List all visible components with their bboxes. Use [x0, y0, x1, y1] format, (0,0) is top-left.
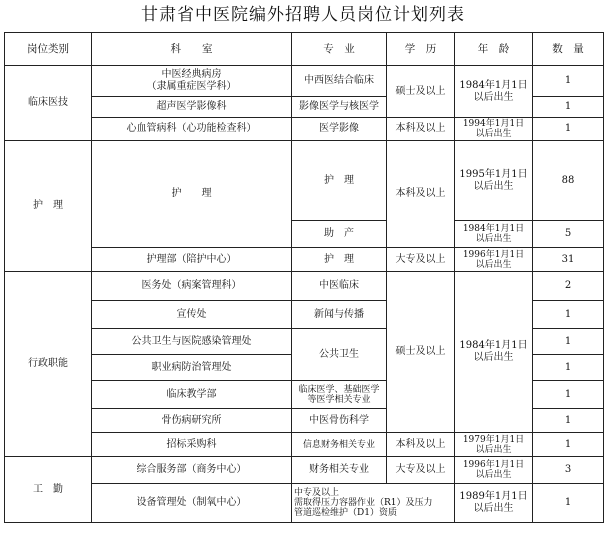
- count-cell: 1: [533, 301, 604, 329]
- table-row: [5, 484, 604, 523]
- age-text: 1996年1月1日 以后出生: [462, 249, 525, 270]
- major-text: 临床医学、基础医学 等医学相关专业: [298, 384, 380, 405]
- count-cell: 1: [533, 381, 604, 409]
- count-cell: 88: [533, 141, 604, 221]
- dept-cell: [92, 66, 292, 97]
- table-header-row: [5, 33, 604, 66]
- count-cell: 1: [533, 329, 604, 355]
- education-cell: 本科及以上: [387, 118, 455, 141]
- major-cell: 财务相关专业: [292, 457, 387, 484]
- age-cell: [455, 141, 533, 221]
- count-cell: 3: [533, 457, 604, 484]
- age-text: 1979年1月1日 以后出生: [462, 434, 525, 455]
- major-cell: 护 理: [292, 248, 387, 272]
- header-dept: 科 室: [92, 33, 292, 66]
- major-cell: 医学影像: [292, 118, 387, 141]
- education-cell: 本科及以上: [387, 141, 455, 248]
- dept-cell: 公共卫生与医院感染管理处: [92, 329, 292, 355]
- header-education: 学 历: [387, 33, 455, 66]
- major-cell: 影像医学与核医学: [292, 97, 387, 118]
- age-text: 1989年1月1日 以后出生: [459, 491, 528, 514]
- dept-cell: 医务处（病案管理科）: [92, 272, 292, 301]
- page-title: 甘肃省中医院编外招聘人员岗位计划列表: [141, 5, 465, 25]
- age-cell: [455, 272, 533, 433]
- dept-cell: 职业病防治管理处: [92, 355, 292, 381]
- count-cell: 1: [533, 484, 604, 523]
- major-cell: 公共卫生: [292, 329, 387, 381]
- education-cell: 硕士及以上: [387, 66, 455, 118]
- category-cell: 工 勤: [5, 457, 92, 523]
- table-row: [5, 272, 604, 301]
- dept-cell: 综合服务部（商务中心）: [92, 457, 292, 484]
- age-text: 1984年1月1日 以后出生: [459, 340, 528, 363]
- count-cell: 2: [533, 272, 604, 301]
- count-cell: 5: [533, 221, 604, 248]
- major-cell: 中西医结合临床: [292, 66, 387, 97]
- age-text: 1984年1月1日 以后出生: [462, 224, 525, 244]
- count-cell: 1: [533, 118, 604, 141]
- age-text: 1995年1月1日 以后出生: [459, 168, 528, 192]
- major-cell: [292, 484, 455, 523]
- education-cell: 大专及以上: [387, 248, 455, 272]
- table-row: [5, 118, 604, 141]
- dept-cell: 招标采购科: [92, 433, 292, 457]
- category-cell: 临床医技: [5, 66, 92, 141]
- age-cell: [455, 457, 533, 484]
- dept-text: 中医经典病房 （隶属重症医学科）: [146, 69, 237, 92]
- count-cell: 1: [533, 433, 604, 457]
- education-cell: 本科及以上: [387, 433, 455, 457]
- age-cell: [455, 118, 533, 141]
- age-text: 1984年1月1日 以后出生: [459, 79, 528, 103]
- dept-cell: 宣传处: [92, 301, 292, 329]
- dept-cell: 护理部（陪护中心）: [92, 248, 292, 272]
- header-category: 岗位类别: [5, 33, 92, 66]
- major-cell: 助 产: [292, 221, 387, 248]
- count-cell: 1: [533, 97, 604, 118]
- category-cell: 行政职能: [5, 272, 92, 457]
- recruitment-table: [4, 32, 604, 523]
- category-cell: 护 理: [5, 141, 92, 272]
- major-cell: 中医临床: [292, 272, 387, 301]
- table-row: [5, 66, 604, 97]
- table-row: [5, 457, 604, 484]
- major-cell: 信息财务相关专业: [292, 433, 387, 457]
- dept-cell: 骨伤病研究所: [92, 409, 292, 433]
- count-cell: 1: [533, 66, 604, 97]
- count-cell: 1: [533, 355, 604, 381]
- education-cell: 大专及以上: [387, 457, 455, 484]
- age-cell: [455, 66, 533, 118]
- age-text: 1994年1月1日 以后出生: [462, 119, 525, 139]
- education-cell: 硕士及以上: [387, 272, 455, 433]
- dept-cell: 心血管病科（心功能检查科）: [92, 118, 292, 141]
- major-cell: [292, 381, 387, 409]
- age-text: 1996年1月1日 以后出生: [462, 460, 525, 480]
- major-text: 中专及以上 需取得压力容器作业（R1）及压力 管道巡检维护（D1）资质: [294, 488, 433, 518]
- age-cell: [455, 433, 533, 457]
- header-age: 年 龄: [455, 33, 533, 66]
- major-cell: 新闻与传播: [292, 301, 387, 329]
- dept-cell: 设备管理处（制氧中心）: [92, 484, 292, 523]
- dept-cell: 临床教学部: [92, 381, 292, 409]
- header-major: 专 业: [292, 33, 387, 66]
- dept-cell: 护 理: [92, 141, 292, 248]
- table-row: [5, 248, 604, 272]
- header-count: 数 量: [533, 33, 604, 66]
- table-row: [5, 141, 604, 221]
- major-cell: 中医骨伤科学: [292, 409, 387, 433]
- count-cell: 31: [533, 248, 604, 272]
- age-cell: [455, 221, 533, 248]
- table-row: [5, 433, 604, 457]
- age-cell: [455, 484, 533, 523]
- major-cell: 护 理: [292, 141, 387, 221]
- dept-cell: 超声医学影像科: [92, 97, 292, 118]
- age-cell: [455, 248, 533, 272]
- count-cell: 1: [533, 409, 604, 433]
